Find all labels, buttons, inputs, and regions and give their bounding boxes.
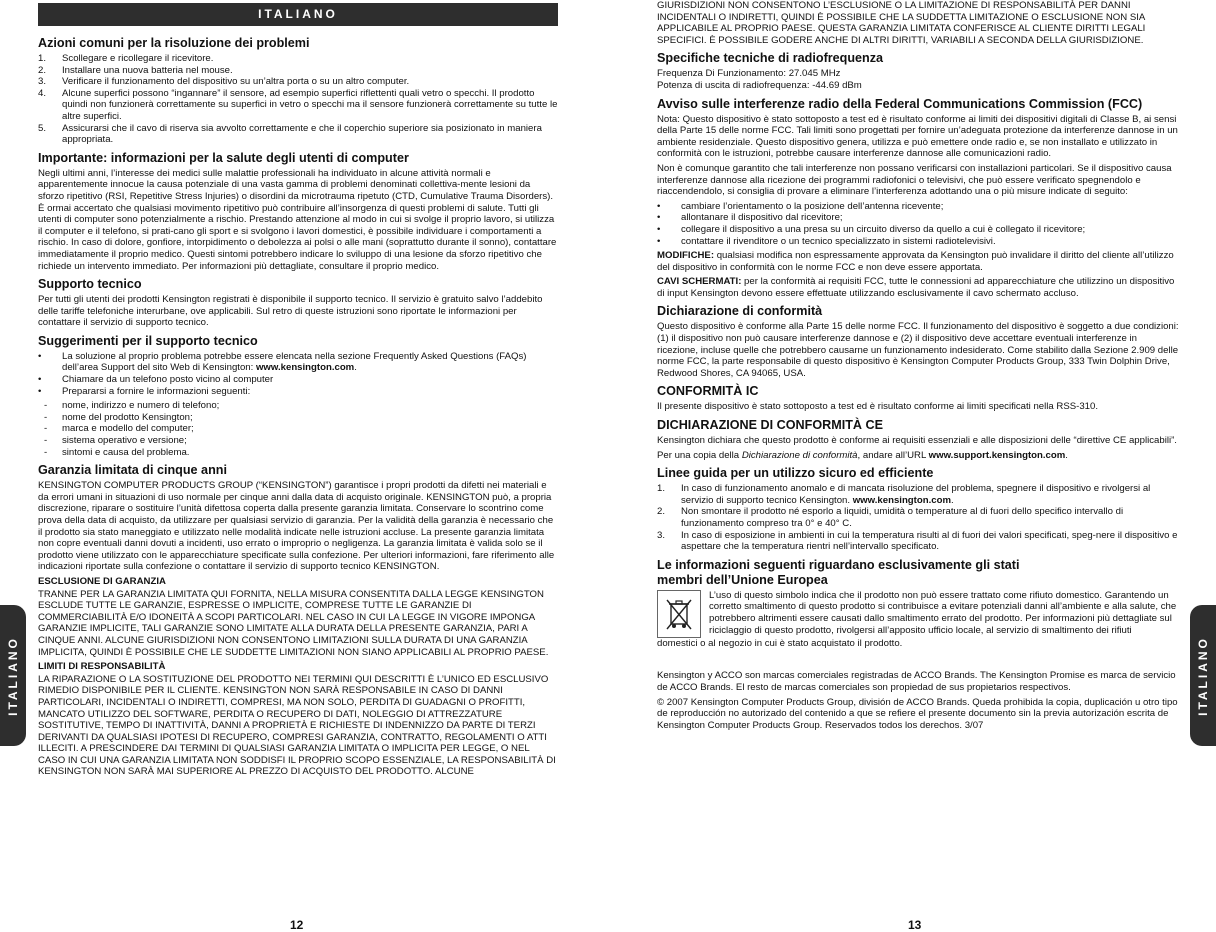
fcc-shielded-cables: CAVI SCHERMATI: per la conformità ai requisiti FCC, tutte le connessioni ad apparecchiature che utilizzino un dispositivo di input Kensington devono essere effettuate utilizzando esclusivamente il cavo schermato accluso. [657, 276, 1175, 299]
weee-text-end: domestici o al negozio in cui è stato acquistato il prodotto. [657, 637, 903, 649]
list-item: 1. Scollegare e ricollegare il ricevitore. [38, 53, 214, 64]
list-item: 2. Non smontare il prodotto né esporlo a liquidi, umidità o temperature al di fuori dello specifico intervallo di funzionamento compreso tra 0° e 40° C. [657, 506, 1124, 529]
list-item: - nome, indirizzo e numero di telefono; [44, 400, 220, 412]
ce-text: Kensington dichiara che questo prodotto è conforme ai requisiti essenziali e alle disposizioni delle “direttive CE applicabili”. [657, 435, 1177, 447]
list-item: 5. Assicurarsi che il cavo di riserva sia avvolto correttamente e che il coperchio superiore sia posizionato in maniera appropriata. [38, 122, 542, 146]
list-item: - nome del prodotto Kensington; [44, 411, 193, 423]
page-number-left: 12 [290, 918, 304, 932]
warranty-text: KENSINGTON COMPUTER PRODUCTS GROUP (“KENSINGTON”) garantisce i propri prodotti da difetti nei materiali e da errori umani in situazioni di uso normale per cinque anni dalla data di acquisto originale. KENSINGTON può, a propria discrezione, riparare o sostituire l’unità difettosa coperta dalla presente garanzia limitata. Conservare lo scontrino come prova della data di acquisto, da utilizzare per qualsiasi servizio di garanzia. Per la validità della garanzia è necessario che il prodotto sia stato maneggiato e utilizzato nelle modalità indicate nelle istruzioni accluse. La presente garanzia limitata non copre eventuali danni dovuti a incidenti, uso errato o improprio o negligenza. La garanzia limitata è valida solo se il prodotto viene utilizzato con le apparecchiature specificate sulla confezione. Per ulteriori informazioni, fare riferimento alle indicazioni riportate sulla confezione o contattare il servizio di supporto tecnico KENSINGTON. [38, 480, 555, 573]
list-item: • Chiamare da un telefono posto vicino al computer [38, 374, 274, 386]
list-item: 1. In caso di funzionamento anomalo e di mancata risoluzione del problema, spegnere il dispositivo e rivolgersi al servizio di supporto tecnico Kensington. www.kensington.com. [657, 483, 1151, 506]
list-item: 3. Verificare il funzionamento del dispositivo su un’altra porta o su un altro computer. [38, 76, 410, 88]
exclusion-title: ESCLUSIONE DI GARANZIA [38, 575, 166, 587]
ce-copy: Per una copia della Dichiarazione di conformità, andare all’URL www.support.kensington.com. [657, 449, 1068, 461]
fcc-note: Nota: Questo dispositivo è stato sottoposto a test ed è risultato conforme ai limiti dei dispositivi digitali di Classe B, ai sensi della Parte 15 delle norme FCC. Tali limiti sono progettati per fornire un’adeguata protezione da interferenze dannose in un ambiente residenziale. Questo dispositivo genera, utilizza e può emettere onde radio e, se non installato e utilizzato in conformità con le istruzioni, potrebbe causare interferenze dannose alle comunicazioni radio. [657, 113, 1178, 160]
eu-title: Le informazioni seguenti riguardano esclusivamente gli stati membri dell’Unione Europea [657, 557, 1020, 587]
kensington-link[interactable]: www.kensington.com [852, 494, 951, 506]
ic-text: Il presente dispositivo è stato sottoposto a test ed è risultato conforme ai limiti specificati nella RSS-310. [657, 401, 1098, 413]
ic-title: CONFORMITÀ IC [657, 384, 759, 399]
fcc-modifications: MODIFICHE: qualsiasi modifica non espressamente approvata da Kensington può invalidare il diritto del cliente all’utilizzo del dispositivo in conformità con le norme FCC e non deve essere apportata. [657, 250, 1174, 273]
liability-title: LIMITI DI RESPONSABILITÀ [38, 661, 166, 673]
safety-list [657, 483, 1179, 553]
fcc-title: Avviso sulle interferenze radio della Federal Communications Commission (FCC) [657, 96, 1143, 111]
support-title: Supporto tecnico [38, 277, 142, 292]
specs-power: Potenza di uscita di radiofrequenza: -44.69 dBm [657, 79, 862, 91]
kensington-link[interactable]: www.kensington.com [255, 362, 355, 374]
warranty-title: Garanzia limitata di cinque anni [38, 463, 227, 478]
list-item: • allontanare il dispositivo dal ricevitore; [657, 212, 843, 224]
support-link[interactable]: www.support.kensington.com [928, 449, 1066, 461]
troubleshooting-title: Azioni comuni per la risoluzione dei problemi [38, 36, 310, 50]
specs-title: Specifiche tecniche di radiofrequenza [657, 51, 884, 66]
exclusion-text: TRANNE PER LA GARANZIA LIMITATA QUI FORNITA, NELLA MISURA CONSENTITA DALLA LEGGE KENSINGTON ESCLUDE TUTTE LE GARANZIE, ESPRESSE O IMPLICITE, COMPRESE TUTTE LE GARANZIE DI COMMERCIABILITÀ E/O IDONEITÀ A SCOPI PARTICOLARI. NEL CASO IN CUI LA LEGGE IN VIGORE IMPONGA GARANZIE IMPLICITE, TALI GARANZIE SONO LIMITATE ALLA DURATA DELLA PRESENTE GARANZIA, PARI A CINQUE ANNI. ALCUNE GIURISDIZIONI NON CONSENTONO LIMITAZIONI SULLA DURATA DI UNA GARANZIA IMPLICITA, QUINDI È POSSIBILE CHE LE SUDDETTE LIMITAZIONI NON SIANO APPLICABILI AL PROPRIO PAESE. [38, 588, 549, 658]
list-item: • Prepararsi a fornire le informazioni seguenti: [38, 385, 251, 397]
left-page [38, 0, 558, 781]
list-item: 2. Installare una nuova batteria nel mouse. [38, 64, 233, 76]
language-header: ITALIANO [38, 3, 558, 26]
conformity-title: Dichiarazione di conformità [657, 304, 823, 319]
weee-block [657, 590, 1179, 638]
list-item: 3. In caso di esposizione in ambienti in cui la temperatura risulti al di fuori dei valori specificati, speg-nere il dispositivo e aspettare che la temperatura rientri nell’intervallo specificato. [657, 529, 1178, 553]
health-title: Importante: informazioni per la salute degli utenti di computer [38, 150, 409, 165]
fcc-list [657, 201, 1179, 247]
list-item: • La soluzione al proprio problema potrebbe essere elencata nella sezione Frequently Asked Questions (FAQs) dell’area Support del sito Web di Kensington: www.kensington.com. [38, 350, 527, 374]
list-item: 4. Alcune superfici possono “ingannare” il sensore, ad esempio superfici riflettenti quali vetro o specchi. Il prodotto quindi non funzionerà correttamente su superfici in vetro o specchi ma il sensore funzionerà correttamente su tutte le altre superfici. [38, 87, 558, 122]
side-tab-right: ITALIANO [1190, 605, 1216, 746]
page-number-right: 13 [908, 918, 922, 932]
tips-list [38, 351, 558, 397]
trademark-text: Kensington y ACCO son marcas comerciales registradas de ACCO Brands. The Kensington Promise es marca de servicio de ACCO Brands. El resto de marcas comerciales son propiedad de sus propietarios respectivos. [657, 670, 1176, 693]
troubleshooting-list [38, 53, 558, 146]
weee-text: L’uso di questo simbolo indica che il prodotto non può essere trattato come rifiuto domestico. Garantendo un corretto smaltimento di questo prodotto si contribuisce a evitare potenziali danni all’ambiente e alla salute, che potrebbero altrimenti essere causati dallo smaltimento errato del prodotto. Per informazioni più dettagliate sul riciclaggio di questo prodotto, rivolgersi all’apposito ufficio locale, al servizio di smaltimento dei rifiuti [709, 589, 1177, 636]
health-text: Negli ultimi anni, l’interesse dei medici sulle malattie professionali ha individuato in alcune attività normali e apparentemente innocue la causa potenziale di una vasta gamma di problemi denominati collettiva-mente lesioni da sforzo ripetitivo (RSI, Repetitive Stress Injuries) o disordini da microtrauma ripetuto (CTD, Cumulative Trauma Disorders). È ormai accertato che qualsiasi movimento ripetitivo può contribuire all’insorgenza di questi problemi di salute. Tutti gli utenti di computer sono potenzialmente a rischio. Prestando attenzione al modo in cui si svolge il proprio lavoro, si utilizza il computer e il telefono, si prati-cano gli sport e si svolgono i lavori domestici, è possibile individuare i comportamenti a rischio. In caso di dolore, gonfiore, intorpidimento o debolezza ai polsi o alle mani (soprattutto durante il sonno), contattare immediatamente il proprio medico. Questi sintomi potrebbero indicare lo sviluppo di una lesione da sforzo ripetitivo che richiede un intervento immediato. Per informazioni più dettagliate, consultare il proprio medico. [38, 167, 557, 272]
specs-frequency: Frequenza Di Funzionamento: 27.045 MHz [657, 68, 841, 80]
conformity-text: Questo dispositivo è conforme alla Parte 15 delle norme FCC. Il funzionamento del dispositivo è soggetto a due condizioni: (1) il dispositivo non può causare interferenze dannose e (2) il dispositivo deve accettare eventuali interferenze in ricezione, incluse quelle che potrebbero causarne un funzionamento indesiderato. Come stabilito dalla Sezione 2.909 delle norme FCC, la parte responsabile di questo dispositivo è Kensington Computer Products Group, 333 Twin Dolphin Drive, Redwood Shores, CA 94065, USA. [657, 321, 1179, 379]
liability-continued: GIURISDIZIONI NON CONSENTONO L’ESCLUSIONE O LA LIMITAZIONE DI RESPONSABILITÀ PER DANNI INCIDENTALI O INDIRETTI, QUINDI È POSSIBILE CHE LA SUDDETTA LIMITAZIONE O ESCLUSIONE NON SIA APPLICABILE AL PROPRIO PAESE. QUESTA GARANZIA LIMITATA CONFERISCE AL CLIENTE DIRITTI LEGALI SPECIFICI. È POSSIBILE GODERE ANCHE DI ALTRI DIRITTI, VARIABILI A SECONDA DELLA GIURISDIZIONE. [657, 0, 1146, 46]
safety-title: Linee guida per un utilizzo sicuro ed efficiente [657, 466, 934, 481]
copyright-text: © 2007 Kensington Computer Products Group, división de ACCO Brands. Queda prohibida la copia, duplicación u otro tipo de reproducción no autorizado del contenido a que se refiere el presente documento sin la previa autorización escrita de Kensington Computer Products Group. Reservados todos los derechos. 3/07 [657, 696, 1178, 731]
list-item: • contattare il rivenditore o un tecnico specializzato in sistemi radiotelevisivi. [657, 235, 996, 247]
list-item: - sintomi e causa del problema. [44, 446, 190, 458]
list-item: - marca e modello del computer; [44, 423, 194, 435]
weee-bin-icon [657, 590, 701, 638]
tips-sublist [38, 400, 558, 458]
list-item: • cambiare l’orientamento o la posizione dell’antenna ricevente; [657, 200, 944, 212]
ce-title: DICHIARAZIONE DI CONFORMITÀ CE [657, 418, 883, 433]
tips-title: Suggerimenti per il supporto tecnico [38, 333, 258, 348]
support-text: Per tutti gli utenti dei prodotti Kensington registrati è disponibile il supporto tecnico. Il servizio è gratuito salvo l’addebito delle tariffe telefoniche interurbane, ove applicabili. Sul retro di queste istruzioni sono riportate le informazioni per contattare il servizio di supporto tecnico. [38, 294, 543, 329]
liability-text: LA RIPARAZIONE O LA SOSTITUZIONE DEL PRODOTTO NEI TERMINI QUI DESCRITTI È L’UNICO ED ESCLUSIVO RIMEDIO DISPONIBILE PER IL CLIENTE. KENSINGTON NON SARÀ RESPONSABILE IN CASO DI DANNI PARTICOLARI, INCIDENTALI O INDIRETTI, COMPRESI, MA NON SOLO, PERDITA DI GUADAGNI O PROFITTI, MANCATO UTILIZZO DEL SOFTWARE, PERDITA O RECUPERO DI DATI, NOLEGGIO DI ATTREZZATURE SOSTITUTIVE, TEMPO DI INATTIVITÀ, DANNI A PROPRIETÀ E RICHIESTE DI INDENNIZZO DA PARTE DI TERZI DERIVANTI DA QUALSIASI IPOTESI DI RECUPERO, COMPRESI GARANZIA, CONTRATTO, REGOLAMENTI O ATTI ILLECITI. A PRESCINDERE DAI TERMINI DI QUALSIASI GARANZIA LIMITATA O IMPLICITA PER LEGGE, O NEL CASO IN CUI UNA GARANZIA LIMITATA NON SODDISFI IL PROPRIO SCOPO ESSENZIALE, LA RESPONSABILITÀ DI KENSINGTON NON SARÀ MAI SUPERIORE AL PREZZO DI ACQUISTO DEL PRODOTTO. ALCUNE [38, 673, 556, 778]
list-item: • collegare il dispositivo a una presa su un circuito diverso da quello a cui è collegato il ricevitore; [657, 223, 1086, 235]
fcc-measures: Non è comunque garantito che tali interferenze non possano verificarsi con installazioni particolari. Se il dispositivo causa interferenze dannose alla ricezione dei programmi radiofonici o televisivi, che può essere verificato spegnendolo e riaccendendolo, si consiglia di provare a eliminare l’interferenza adottando una o più misure indicate di seguito: [657, 162, 1172, 198]
right-page [657, 0, 1179, 734]
list-item: - sistema operativo e versione; [44, 435, 187, 447]
side-tab-left: ITALIANO [0, 605, 26, 746]
